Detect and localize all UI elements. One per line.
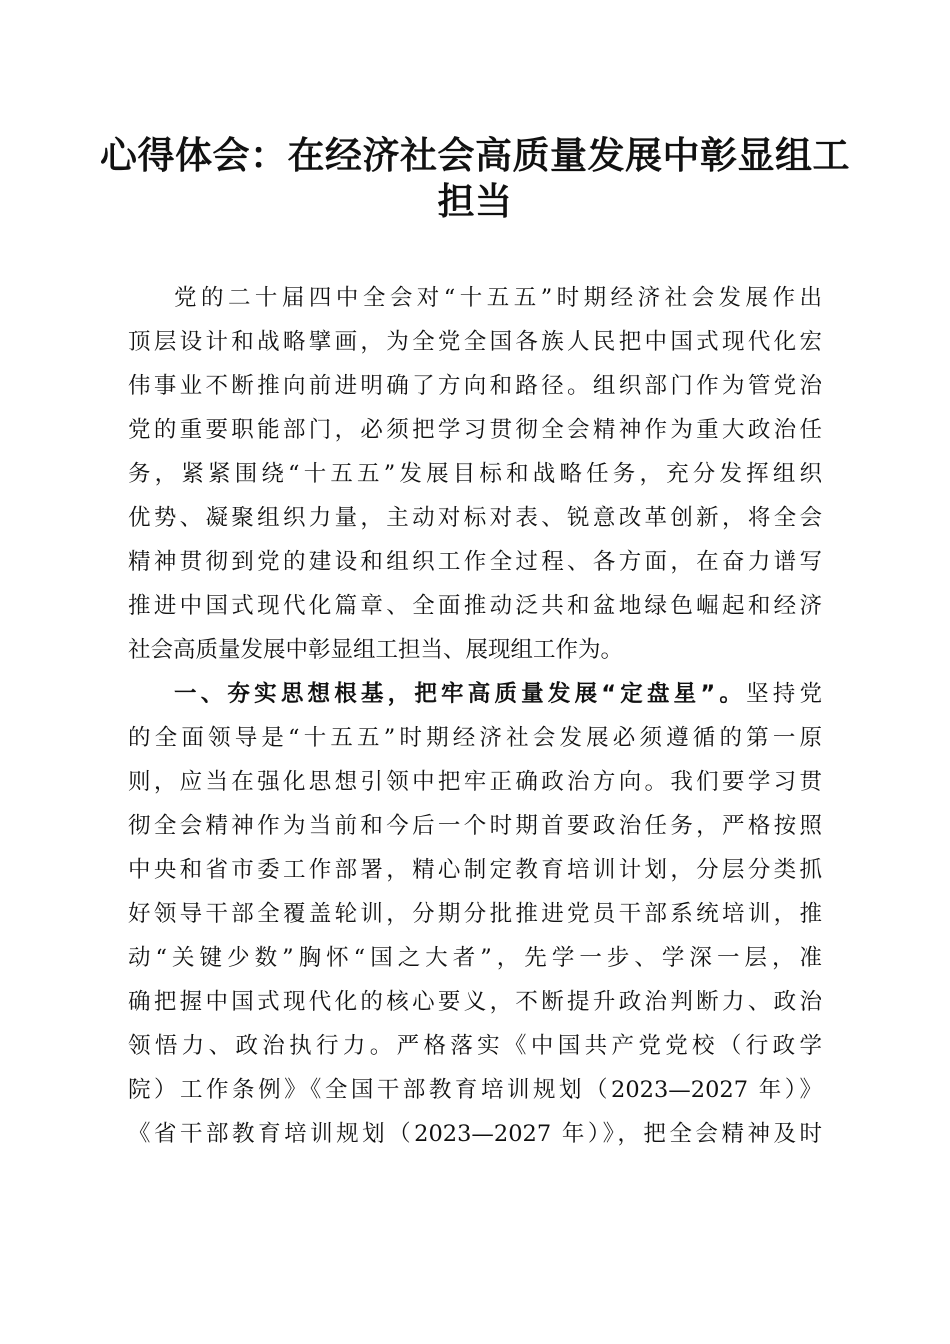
text-line: 伟事业不断推向前进明确了方向和路径。组织部门作为管党治 <box>128 373 822 399</box>
text-line: 彻全会精神作为当前和今后一个时期首要政治任务，严格按照 <box>128 813 822 839</box>
document-title <box>100 133 850 225</box>
text-line: 《省干部教育培训规划（2023—2027 年）》，把全会精神及时 <box>128 1121 822 1147</box>
section-first-line <box>128 672 822 716</box>
text-line: 党的二十届四中全会对“十五五”时期经济社会发展作出 <box>174 285 822 311</box>
document-body <box>128 276 822 1156</box>
text-line: 好领导干部全覆盖轮训，分期分批推进党员干部系统培训，推 <box>128 901 822 927</box>
text-line: 动“关键少数”胸怀“国之大者”，先学一步、学深一层，准 <box>128 945 822 971</box>
text-line: 务，紧紧围绕“十五五”发展目标和战略任务，充分发挥组织 <box>128 461 822 487</box>
title-line-2: 担当 <box>437 180 513 223</box>
text-line: 领悟力、政治执行力。严格落实《中国共产党党校（行政学 <box>128 1033 822 1059</box>
text-line: 精神贯彻到党的建设和组织工作全过程、各方面，在奋力谱写 <box>128 549 822 575</box>
section-heading: 一、夯实思想根基，把牢高质量发展“定盘星”。 <box>174 681 747 707</box>
text-line: 则，应当在强化思想引领中把牢正确政治方向。我们要学习贯 <box>128 769 822 795</box>
text-line: 党的重要职能部门，必须把学习贯彻全会精神作为重大政治任 <box>128 417 822 443</box>
text-line: 中央和省市委工作部署，精心制定教育培训计划，分层分类抓 <box>128 857 822 883</box>
paragraph-section-1 <box>128 672 822 1156</box>
section-heading-rest: 坚持党 <box>746 681 822 707</box>
text-line: 优势、凝聚组织力量，主动对标对表、锐意改革创新，将全会 <box>128 505 822 531</box>
title-line-1: 心得体会：在经济社会高质量发展中彰显组工 <box>100 134 850 177</box>
text-line: 推进中国式现代化篇章、全面推动泛共和盆地绿色崛起和经济 <box>128 593 822 619</box>
paragraph-intro <box>128 276 822 672</box>
text-line: 顶层设计和战略擘画，为全党全国各族人民把中国式现代化宏 <box>128 329 822 355</box>
text-line: 社会高质量发展中彰显组工担当、展现组工作为。 <box>128 637 624 663</box>
text-line: 的全面领导是“十五五”时期经济社会发展必须遵循的第一原 <box>128 725 822 751</box>
text-line: 院）工作条例》《全国干部教育培训规划（2023—2027 年）》 <box>128 1077 822 1103</box>
text-line: 确把握中国式现代化的核心要义，不断提升政治判断力、政治 <box>128 989 822 1015</box>
